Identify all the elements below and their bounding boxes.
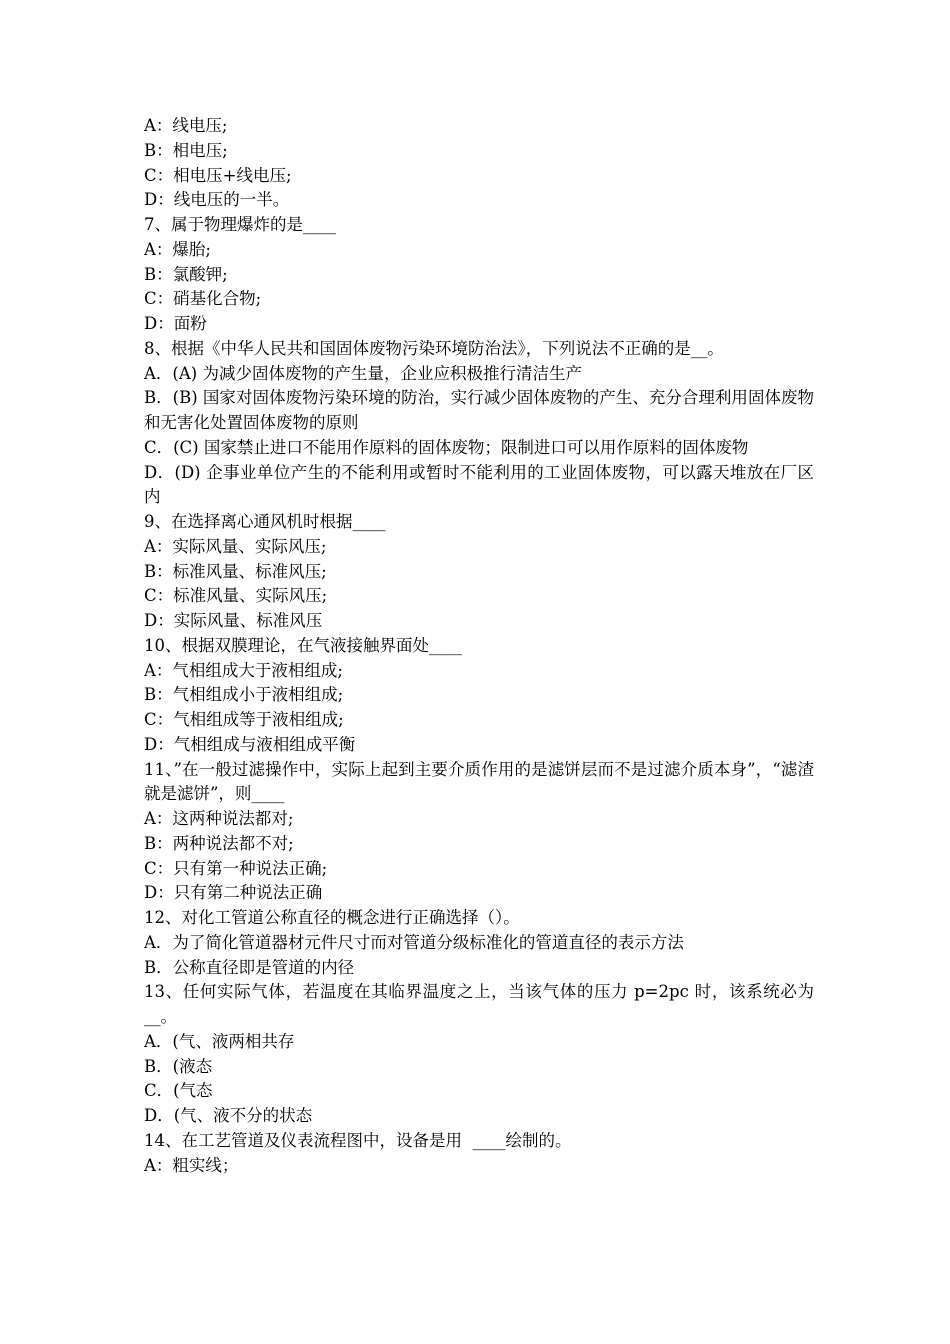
answer-option: D．(气、液不分的状态 <box>144 1106 313 1125</box>
answer-option: B：气相组成小于液相组成; <box>144 685 344 705</box>
answer-option: B：氯酸钾; <box>144 264 228 284</box>
answer-option: A．(A) 为减少固体废物的产生量，企业应积极推行清洁生产 <box>144 363 582 383</box>
question-text: 14、在工艺管道及仪表流程图中，设备是用 ____绘制的。 <box>144 1130 572 1150</box>
question-text: 11、”在一般过滤操作中，实际上起到主要介质作用的是滤饼层而不是过滤介质本身”，“滤渣就是滤饼”，则____ <box>144 759 814 804</box>
answer-option: A：粗实线； <box>144 1155 239 1175</box>
answer-option: D：线电压的一半。 <box>144 190 290 210</box>
answer-option: C：气相组成等于液相组成; <box>144 710 344 729</box>
answer-option: C：标准风量、实际风压; <box>144 586 328 606</box>
document-page <box>144 114 814 1178</box>
answer-option: C：相电压+线电压; <box>144 165 292 185</box>
answer-option: C：只有第一种说法正确; <box>144 858 328 878</box>
answer-option: A．为了简化管道器材元件尺寸而对管道分级标准化的管道直径的表示方法 <box>144 932 684 952</box>
answer-option: D：面粉 <box>144 314 207 333</box>
answer-option: B．公称直径即是管道的内径 <box>144 957 355 977</box>
answer-option: A：爆胎; <box>144 239 211 259</box>
answer-option: A：线电压; <box>144 116 228 135</box>
answer-option: B：标准风量、标准风压; <box>144 561 327 581</box>
answer-option: D：实际风量、标准风压 <box>144 611 323 630</box>
question-text: 7、属于物理爆炸的是____ <box>144 215 336 234</box>
answer-option: D：气相组成与液相组成平衡 <box>144 734 356 754</box>
question-text: 10、根据双膜理论，在气液接触界面处____ <box>144 635 462 655</box>
question-text: 9、在选择离心通风机时根据____ <box>144 512 386 531</box>
answer-option: B．(液态 <box>144 1056 213 1076</box>
answer-option: A：这两种说法都对; <box>144 809 294 828</box>
answer-option: A：实际风量、实际风压; <box>144 536 327 556</box>
answer-option: C．(气态 <box>144 1081 213 1101</box>
question-text: 8、根据《中华人民共和国固体废物污染环境防治法》，下列说法不正确的是__。 <box>144 338 724 358</box>
answer-option: D：只有第二种说法正确 <box>144 883 323 903</box>
answer-option: A．(气、液两相共存 <box>144 1031 295 1051</box>
question-text: 12、对化工管道公称直径的概念进行正确选择（）。 <box>144 908 520 927</box>
answer-option: C：硝基化合物; <box>144 289 262 309</box>
question-text: 13、任何实际气体，若温度在其临界温度之上，当该气体的压力 p=2pc 时，该系统必为__。 <box>144 982 814 1026</box>
answer-option: B．(B) 国家对固体废物污染环境的防治，实行减少固体废物的产生、充分合理利用固体废物和无害化处置固体废物的原则 <box>144 388 814 432</box>
answer-option: D．(D) 企事业单位产生的不能利用或暂时不能利用的工业固体废物，可以露天堆放在厂区内 <box>144 462 814 507</box>
answer-option: A：气相组成大于液相组成; <box>144 660 343 680</box>
answer-option: C．(C) 国家禁止进口不能用作原料的固体废物；限制进口可以用作原料的固体废物 <box>144 437 749 457</box>
answer-option: B：两种说法都不对; <box>144 833 294 853</box>
answer-option: B：相电压; <box>144 140 228 160</box>
